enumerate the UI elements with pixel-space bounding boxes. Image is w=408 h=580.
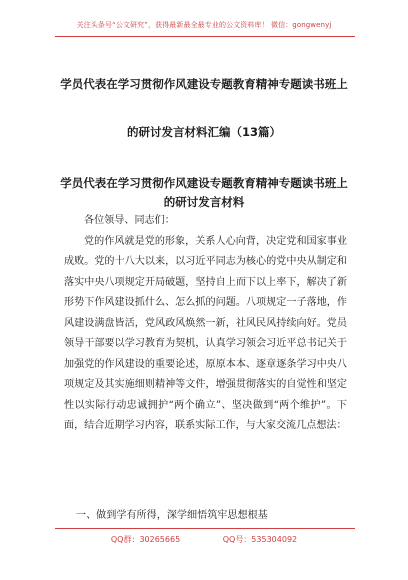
greeting: 各位领导、同志们： bbox=[84, 215, 175, 226]
sub-title-line-2: 的研讨发言材料 bbox=[163, 195, 245, 209]
footer bbox=[0, 534, 408, 545]
main-title-line-2: 的研讨发言材料汇编（13篇） bbox=[126, 125, 281, 139]
body-paragraph: 党的作风就是党的形象，关系人心向背，决定党和国家事业成败。党的十八大以来，以习近平同志为核心的党中央从制定和落实中央八项规定开局破题，坚持自上而下以上率下，解决了新形势下作风建设抓什么、怎么抓的问题。八项规定一子落地，作风建设满盘皆活，党风政风焕然一新，社风民风持续向好。党员领导干部要以学习教育为契机，认真学习领会习近平总书记关于加强党的作风建设的重要论述，原原本本、逐章逐条学习中央八项规定及其实施细则精神等文件，增强贯彻落实的自觉性和坚定性以实际行动忠诚拥护“两个确立”、坚决做到“两个维护”。下面，结合近期学习内容，联系实际工作，与大家交流几点想法： bbox=[64, 235, 347, 431]
document-body bbox=[64, 211, 347, 437]
sub-title-line-1: 学员代表在学习贯彻作风建设专题教育精神专题读书班上 bbox=[60, 176, 348, 190]
section-heading bbox=[64, 506, 268, 521]
footer-divider bbox=[55, 528, 355, 529]
section-heading-text: 一、做到学有所得，深学细悟筑牢思想根基 bbox=[76, 510, 268, 521]
header-note: 关注头条号“公文研究”，获得最新最全最专业的公文资料库！ 微信：gongwenyj bbox=[76, 21, 332, 29]
footer-qq: QQ号：535304092 bbox=[222, 535, 298, 544]
header-divider bbox=[55, 36, 355, 37]
footer-qq-group: QQ群：30265665 bbox=[110, 535, 181, 544]
main-title-line-1: 学员代表在学习贯彻作风建设专题教育精神专题读书班上 bbox=[60, 77, 348, 91]
